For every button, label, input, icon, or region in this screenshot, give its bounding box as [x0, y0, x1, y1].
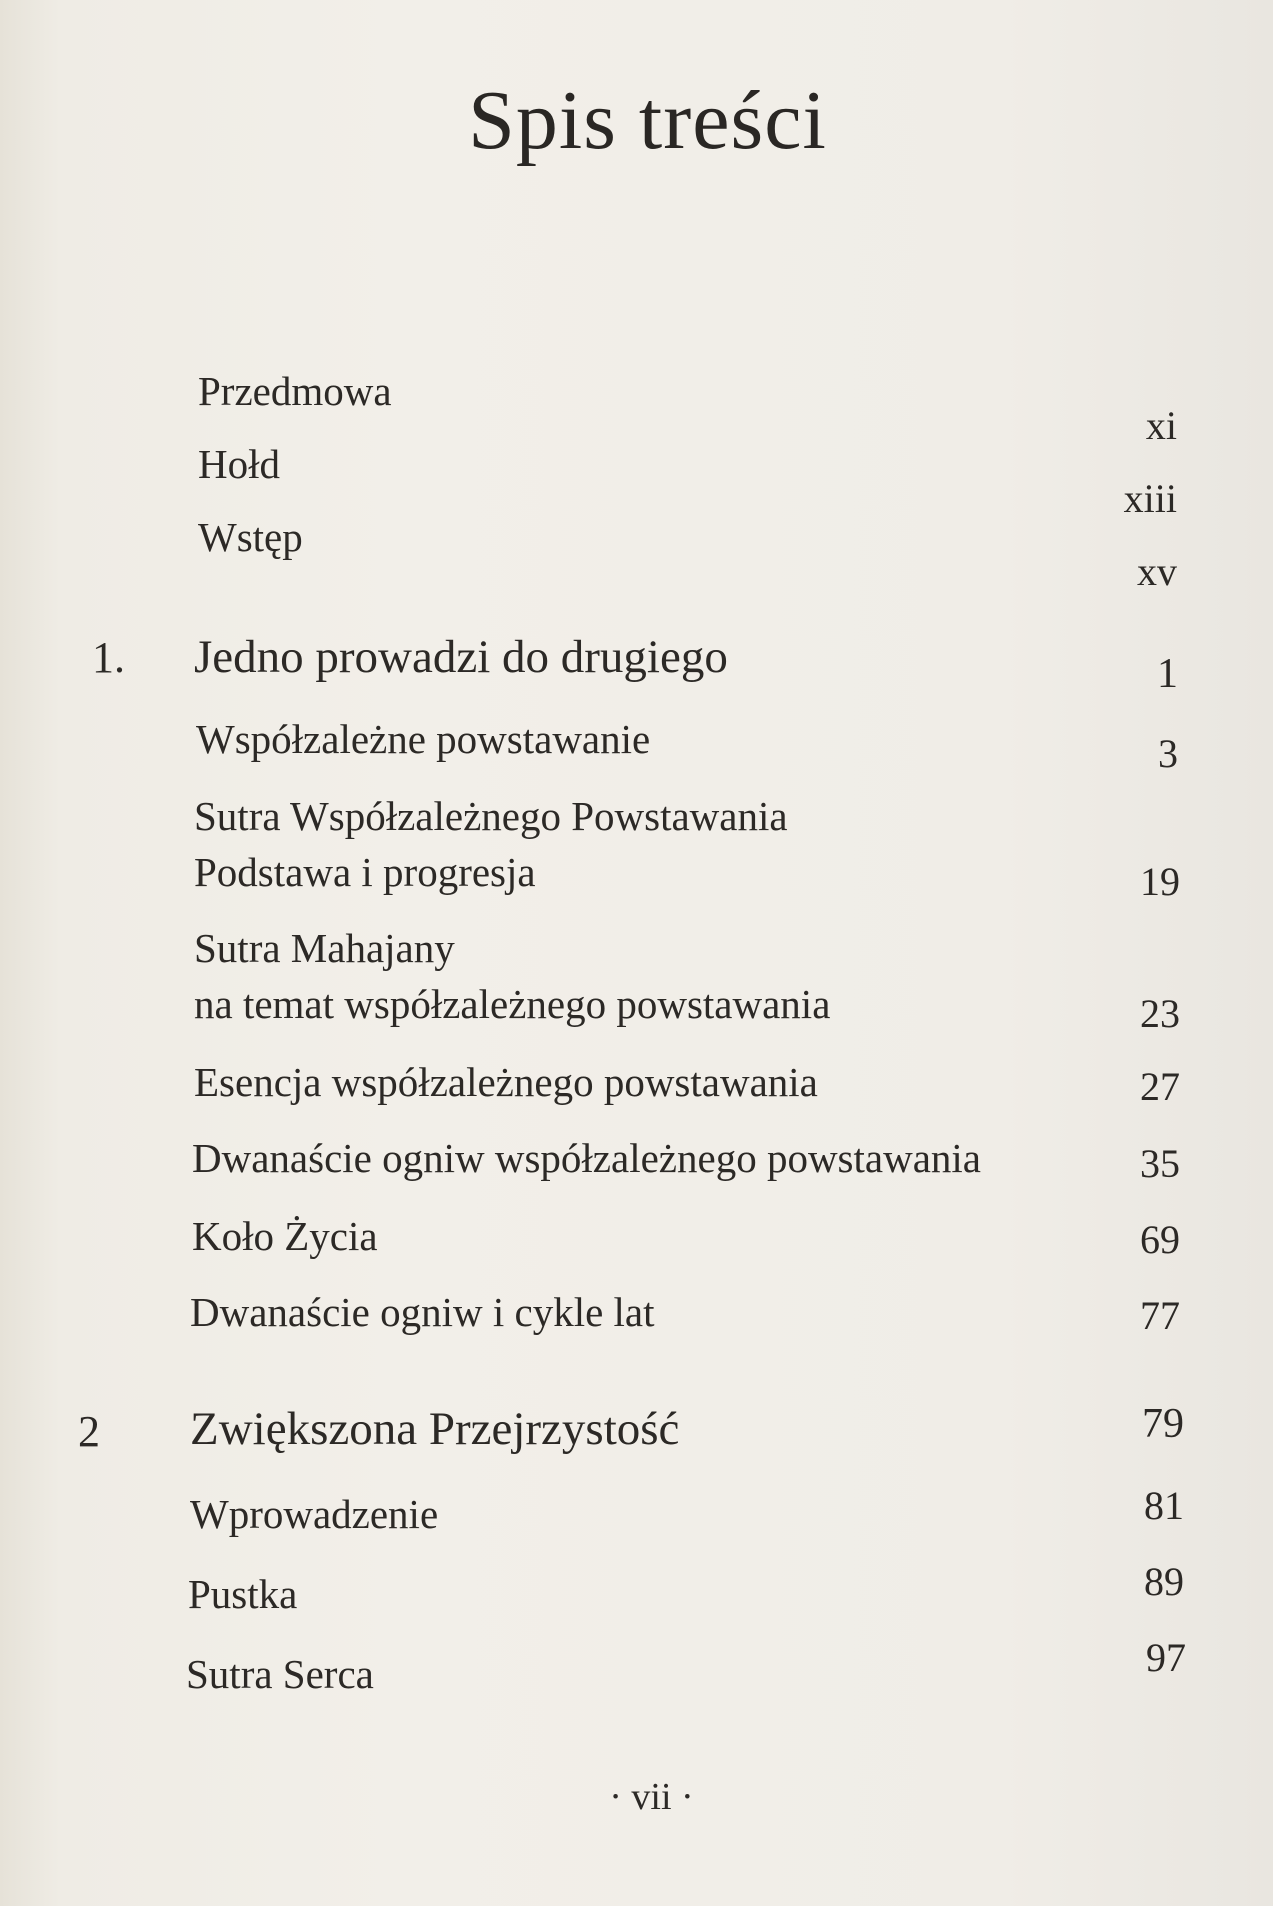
chapter-title: Jedno prowadzi do drugiego: [194, 631, 728, 683]
toc-entry-label: Esencja współzależnego powstawania: [194, 1059, 818, 1105]
toc-entry-label: Sutra Współzależnego Powstawania: [194, 793, 788, 839]
toc-entry-page: 23: [1140, 991, 1180, 1036]
page-title: Spis treści: [468, 74, 827, 167]
chapter-page: 79: [1142, 1401, 1184, 1447]
chapter-page: 1: [1157, 651, 1178, 697]
toc-entry-page: xi: [1145, 403, 1177, 448]
chapter-number: 1.: [92, 633, 125, 682]
toc-entry-page: xv: [1137, 549, 1177, 594]
chapter-title: Zwiększona Przejrzystość: [190, 1403, 680, 1455]
toc-entry-label: Wstęp: [198, 514, 303, 560]
toc-entry-page: 69: [1140, 1217, 1180, 1262]
toc-entry-label: Hołd: [198, 441, 280, 487]
toc-entry-label: Wprowadzenie: [190, 1491, 439, 1537]
toc-entry-page: 89: [1144, 1559, 1184, 1604]
toc-entry-page: xiii: [1123, 476, 1177, 521]
toc-entry-page: 3: [1158, 731, 1178, 776]
chapter-number: 2: [78, 1407, 100, 1456]
toc-entry-page: 77: [1140, 1293, 1180, 1338]
toc-entry-label-continued: na temat współzależnego powstawania: [194, 981, 831, 1027]
toc-entry-label-continued: Podstawa i progresja: [194, 849, 536, 895]
toc-entry-page: 19: [1140, 859, 1180, 904]
toc-entry-page: 97: [1146, 1635, 1186, 1680]
toc-entry-label: Dwanaście ogniw współzależnego powstawania: [192, 1135, 981, 1181]
page-folio: · vii ·: [609, 1776, 694, 1818]
toc-entry-page: 27: [1140, 1064, 1180, 1109]
toc-entry-label: Koło Życia: [192, 1213, 378, 1259]
toc-entry-label: Sutra Mahajany: [194, 925, 455, 971]
toc-entry-label: Przedmowa: [198, 368, 392, 414]
toc-entry-label: Współzależne powstawanie: [196, 716, 651, 762]
toc-entry-label: Pustka: [188, 1571, 298, 1617]
toc-entry-label: Dwanaście ogniw i cykle lat: [190, 1289, 655, 1335]
toc-entry-label: Sutra Serca: [186, 1651, 374, 1697]
toc-entry-page: 35: [1140, 1141, 1180, 1186]
toc-entry-page: 81: [1144, 1483, 1184, 1528]
